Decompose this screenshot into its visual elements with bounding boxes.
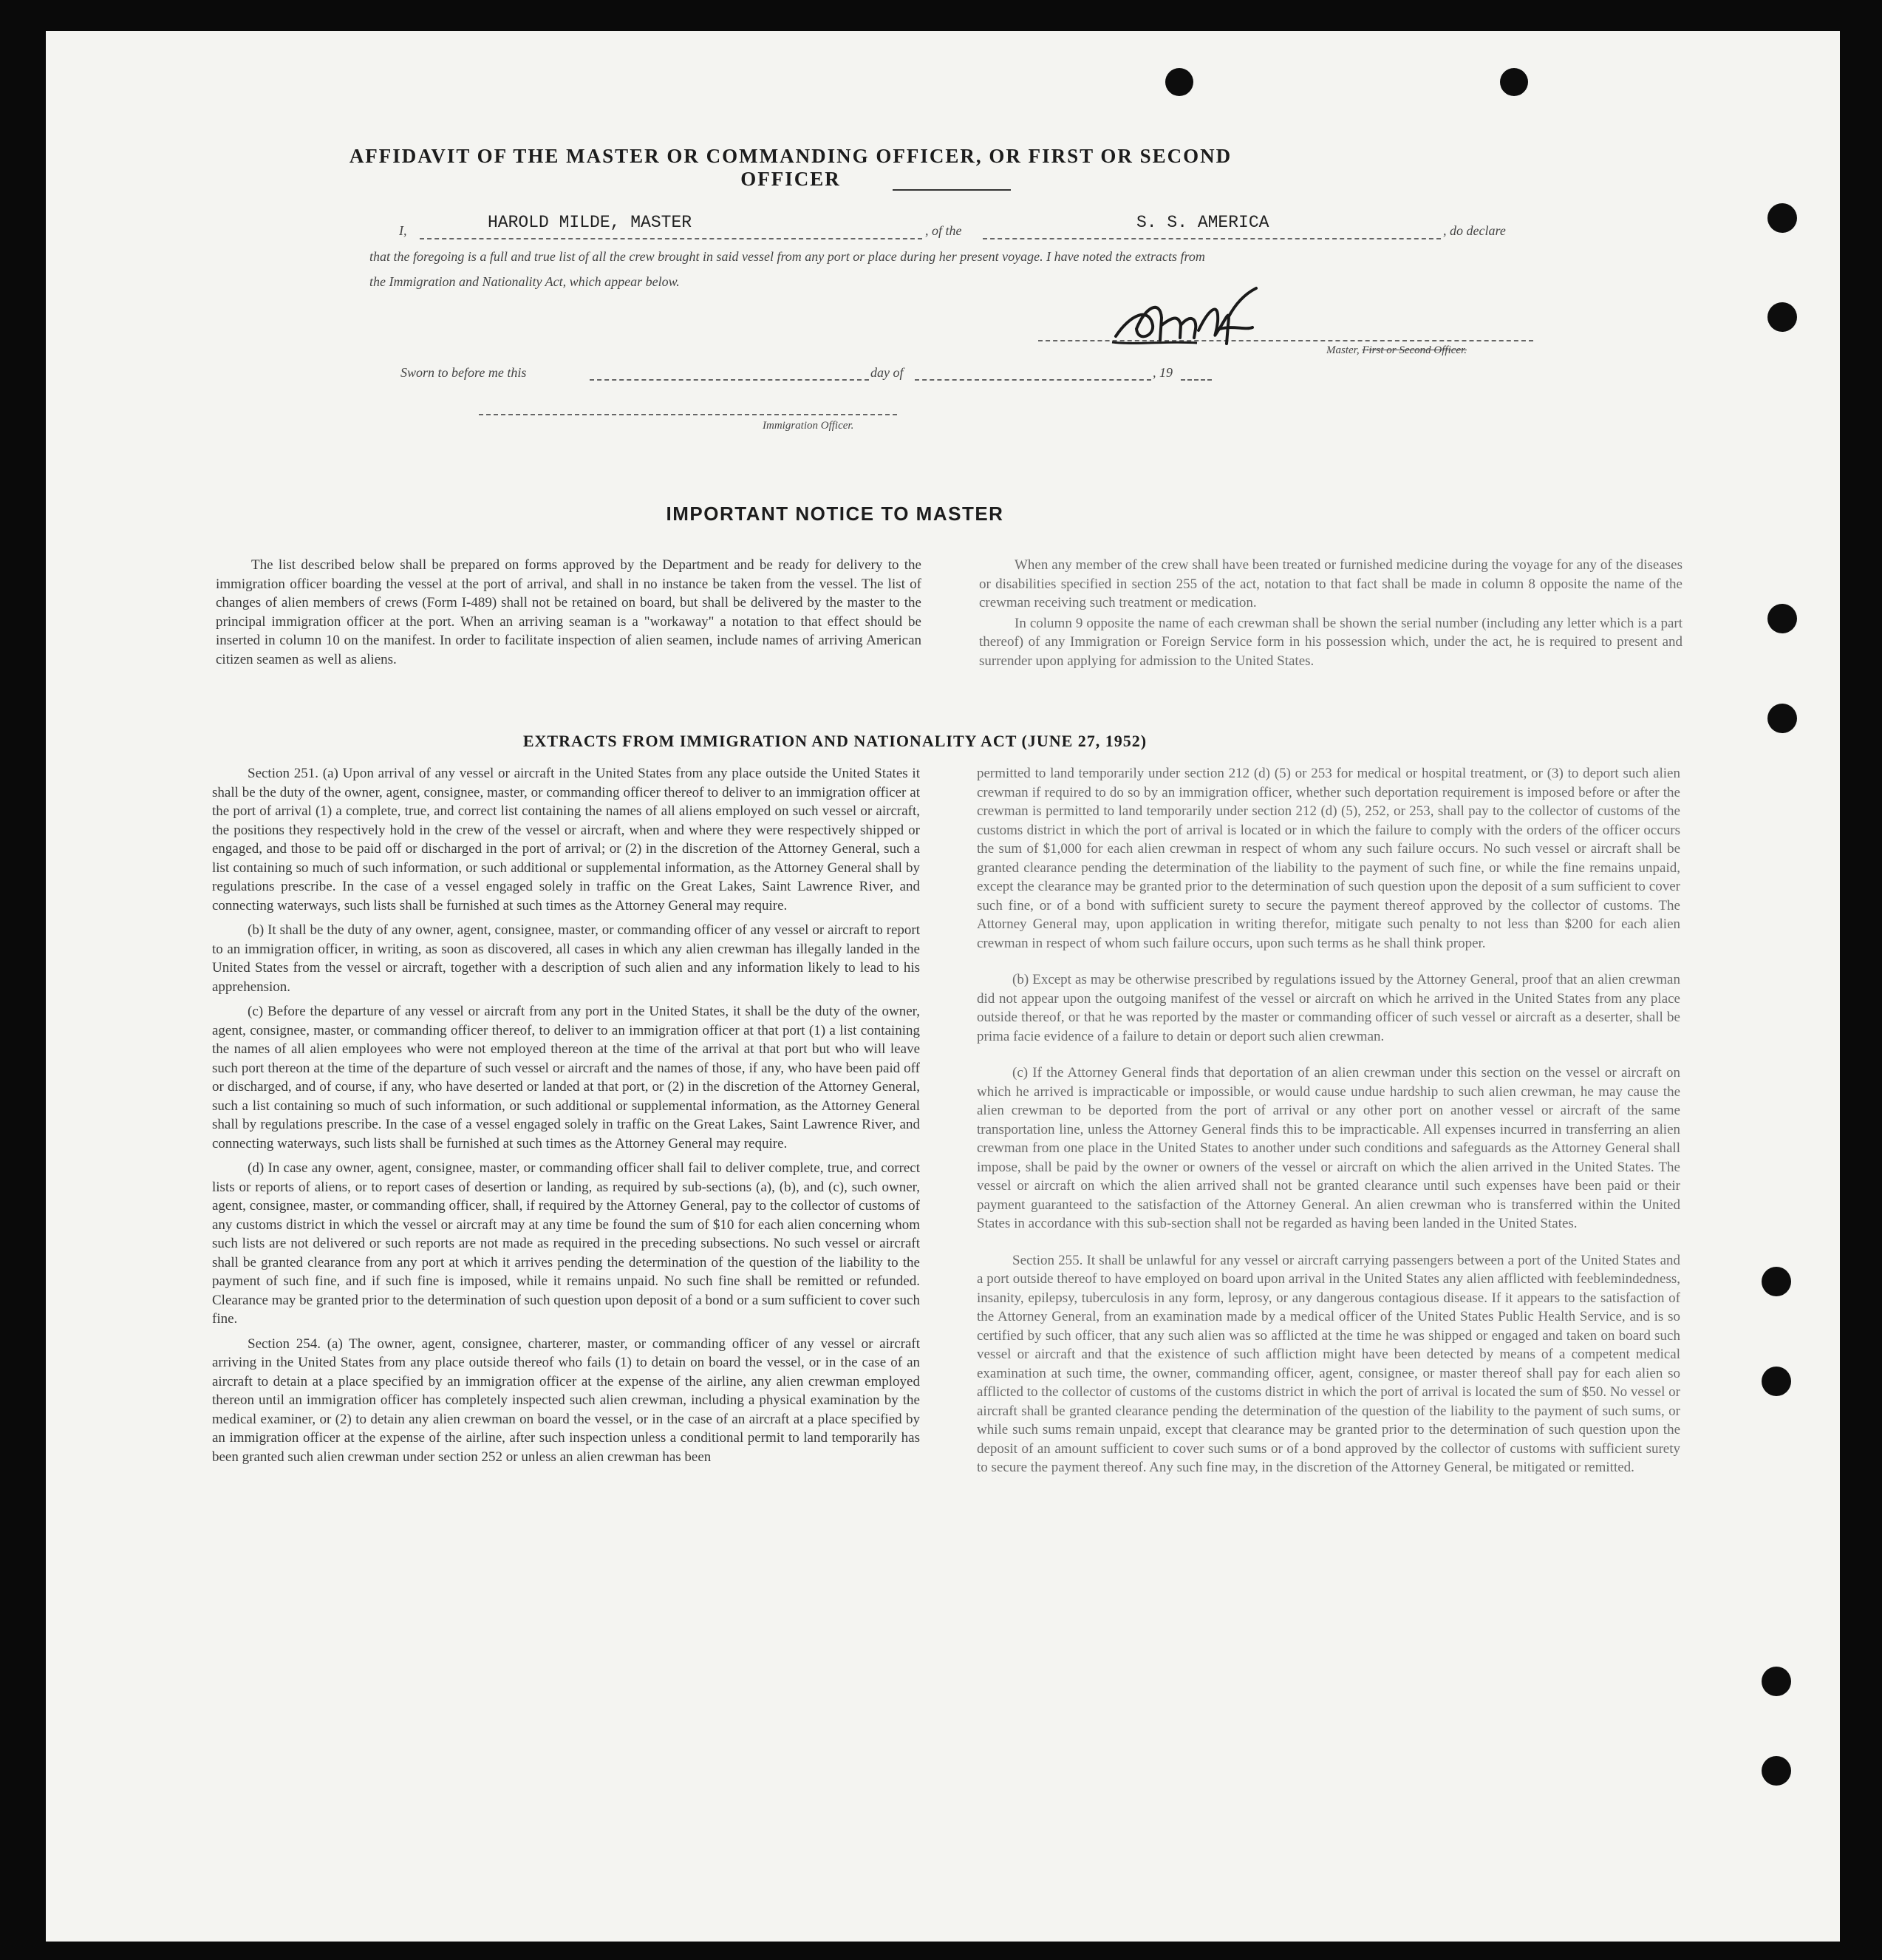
punch-hole — [1767, 302, 1797, 332]
punch-hole — [1165, 68, 1193, 96]
extract-right-paragraph: Section 255. It shall be unlawful for any vessel or aircraft carrying passengers between a port of the United States and a port outside thereof to have employed on board upon arrival in the United States any alien afflicted with feeblemindedness, insanity, epilepsy, tuberculosis in any form, leprosy, or any dangerous contagious disease. If it appears to the satisfaction of the Attorney General, from an examination made by a medical officer of the United States Public Health Service, and is so certified by such officer, that any such alien was so afflicted at the time he was shipped or engaged and taken on board such vessel or aircraft and that the existence of such affliction might have been detected by means of a competent medical examination at such time, the owner, commanding officer, agent, consignee, or master thereof shall pay for each alien so afflicted to the collector of customs of the customs district in which the port of arrival is located the sum of $50. No vessel or aircraft shall be granted clearance pending the determination of the question of the liability to the payment of such sums, or while such sums remain unpaid, except that clearance may be granted prior to the determination of such question upon the deposit of an amount sufficient to cover such sums or of a bond approved by the collector of customs with sufficient surety to secure the payment thereof. Any such fine may, in the discretion of the Attorney General, be mitigated or remitted. — [977, 1252, 1680, 1475]
day-of-label: day of — [870, 365, 904, 380]
title-rule — [893, 189, 1011, 191]
master-caption: Master, — [1326, 344, 1360, 356]
of-the-label: , of the — [925, 223, 962, 238]
punch-hole — [1500, 68, 1528, 96]
master-name-field: HAROLD MILDE, MASTER — [488, 213, 692, 232]
name-field-line — [420, 238, 922, 239]
punch-hole — [1762, 1756, 1791, 1786]
sworn-label: Sworn to before me this — [400, 365, 527, 380]
notice-right-column — [979, 556, 1682, 676]
extract-left-paragraph: Section 254. (a) The owner, agent, consignee, charterer, master, or commanding officer of any vessel or aircraft arriving in the United States from any place outside thereof who fails (1) to detain on board the vessel, or in the case of an aircraft to detain at a place specified by an immigration officer at the expense of the airline, any alien crewman employed thereon until an immigration officer has completely inspected such alien crewman, including a physical examination by the medical examiner, or (2) to detain any alien crewman on board the vessel, or in the case of an aircraft at a place specified by an immigration officer at the expense of the airline, after such inspection unless a conditional permit to land temporarily has been granted such alien crewman under section 252 or unless an alien crewman has been — [212, 1335, 920, 1465]
sworn-day-line — [590, 379, 869, 381]
immigration-officer-line — [479, 414, 897, 415]
extracts-left-column — [212, 764, 920, 1472]
year-label: , 19 — [1153, 365, 1173, 380]
extract-left-paragraph: (b) It shall be the duty of any owner, agent, consignee, master, or commanding officer of any vessel or aircraft to report to an immigration officer, in writing, as soon as discovered, all cases in which any alien crewman has illegally landed in the United States from the vessel or aircraft, together with a description of such alien and any information likely to lead to his apprehension. — [212, 922, 920, 995]
extract-right-paragraph: permitted to land temporarily under section 212 (d) (5) or 253 for medical or hospital treatment, or (3) to deport such alien crewman if required to do so by an immigration officer, whether such deportation requirement is imposed before or after the crewman is permitted to land temporarily under section 212 (d) (5), 252, or 253, shall pay to the collector of customs of the customs district in which the port of arrival is located or in which the failure to comply with the orders of the officer occurs the sum of $1,000 for each alien crewman in respect of whom any such failure occurs. No such vessel or aircraft shall be granted clearance pending the determination of the liability to the payment of such fine, or while the fine remains unpaid, except the clearance may be granted prior to the determination of such question upon the deposit of a sum sufficient to cover such fine, or of a bond with sufficient surety to secure the payment thereof approved by the collector of customs. The Attorney General may, upon application in writing therefor, mitigate such penalty to not less than $200 for each alien crewman in respect of whom such failure occurs, upon such terms as he shall think proper. — [977, 766, 1680, 951]
extracts-title: EXTRACTS FROM IMMIGRATION AND NATIONALITY ACT (JUNE 27, 1952) — [522, 732, 1148, 750]
notice-left-column — [216, 556, 921, 675]
punch-hole — [1762, 1367, 1791, 1396]
vessel-field-line — [983, 238, 1441, 239]
sworn-month-line — [915, 379, 1151, 381]
punch-hole — [1767, 704, 1797, 733]
affidavit-line-2: that the foregoing is a full and true list of all the crew brought in said vessel from any port or place during her present voyage. I have noted the extracts from — [369, 249, 1205, 264]
punch-hole — [1767, 604, 1797, 633]
officer-caption-struck: First or Second Officer. — [1362, 344, 1467, 356]
extract-left-paragraph: (c) Before the departure of any vessel or aircraft from any port in the United States, it shall be the duty of the owner, agent, consignee, master, or commanding officer thereof, to deliver to an immigration officer at that port (1) a list containing the names of all alien employees who were not employed thereon at the time of the arrival at that port but who will leave such port thereon at the time of the departure of such vessel or aircraft and the names of those, if any, who have been paid off or discharged, and of course, if any, who have deserted or landed at that port, or (2) in the discretion of the Attorney General, such a list containing so much of such information, or such additional or supplemental information, as the Attorney General shall by regulations prescribe. In the case of a vessel engaged solely in traffic on the Great Lakes, Saint Lawrence River, and connecting waterways, such lists shall be furnished at such times as the Attorney General may require. — [212, 1004, 920, 1151]
vessel-name-field: S. S. AMERICA — [1136, 213, 1269, 232]
immigration-officer-caption: Immigration Officer. — [763, 420, 854, 432]
notice-left-paragraph: The list described below shall be prepared on forms approved by the Department and be ready for delivery to the immigration officer boarding the vessel at the port of arrival, and shall in no instance be taken from the vessel. The list of changes of alien members of crews (Form I-489) shall not be retained on board, but shall be delivered by the master to the principal immigration officer at the port. When an arriving seaman is a "workaway" a notation to that effect should be inserted in column 10 on the manifest. In order to facilitate inspection of alien seamen, include names of arriving American citizen seamen as well as aliens. — [216, 557, 921, 667]
punch-hole — [1762, 1267, 1791, 1296]
extracts-right-column — [977, 764, 1680, 1483]
extract-left-paragraph: Section 251. (a) Upon arrival of any vessel or aircraft in the United States from any place outside the United States it shall be the duty of the owner, agent, consignee, master, or commanding officer thereof to deliver to an immigration officer at the port of arrival (1) a complete, true, and correct list containing the names of all aliens employed on such vessel or aircraft, the positions they respectively hold in the crew of the vessel or aircraft, when and where they were respectively shipped or engaged, and those to be paid off or discharged in the port of arrival; or (2) in the discretion of the Attorney General, such a list containing so much of such information, or such additional or supplemental information, as the Attorney General shall by regulations prescribe. In the case of a vessel engaged solely in traffic on the Great Lakes, Saint Lawrence River, and connecting waterways, such lists shall be furnished at such times as the Attorney General may require. — [212, 766, 920, 913]
sworn-year-line — [1181, 379, 1212, 381]
notice-right-paragraph-2: In column 9 opposite the name of each crewman shall be shown the serial number (including any letter which is a part thereof) of any Immigration or Foreign Service form in his possession which, under the act, he is required to present and surrender upon applying for admission to the United States. — [979, 615, 1682, 669]
notice-title: IMPORTANT NOTICE TO MASTER — [666, 503, 1004, 525]
affidavit-line-3: the Immigration and Nationality Act, which appear below. — [369, 274, 680, 289]
extract-right-paragraph: (c) If the Attorney General finds that deportation of an alien crewman under this section on the vessel or aircraft on which he arrived is impracticable or impossible, or would cause undue hardship to such alien crewman, he may cause the alien crewman to be deported from the port of arrival or any other port on another vessel or aircraft of the same transportation line, unless the Attorney General finds this to be impracticable. All expenses incurred in transferring an alien crewman from one place in the United States to another under such conditions and safeguards as the Attorney General shall impose, shall be paid by the owner or owners of the vessel or aircraft on which the alien arrived in the United States. The vessel or aircraft on which the alien arrived shall not be granted clearance until such expenses have been paid or their payment guaranteed to the satisfaction of the Attorney General. An alien crewman who is transferred within the United States in accordance with this sub-section shall not be regarded as having been landed in the United States. — [977, 1065, 1680, 1231]
punch-hole — [1767, 203, 1797, 233]
extract-left-paragraph: (d) In case any owner, agent, consignee, master, or commanding officer shall fail to deliver complete, true, and correct lists or reports of aliens, or to report cases of desertion or landing, as required by sub-sections (a), (b), and (c), such owner, agent, consignee, master, or commanding officer, shall, if required by the Attorney General, pay to the collector of customs of any customs district in which the vessel or aircraft may at any time be found the sum of $10 for each alien concerning whom such lists are not delivered or such reports are not made as required in the preceding subsections. No such vessel or aircraft shall be granted clearance from any port at which it arrives pending the determination of the question of the liability to the payment of such fine, and if such fine is imposed, while it remains unpaid. No such fine shall be remitted or refunded. Clearance may be granted prior to the determination of such question upon deposit of a bond or a sum sufficient to cover such fine. — [212, 1160, 920, 1327]
extract-right-paragraph: (b) Except as may be otherwise prescribed by regulations issued by the Attorney General, proof that an alien crewman did not appear upon the outgoing manifest of the vessel or aircraft on which he arrived in the United States from any place outside thereof, or that he was reported by the master or commanding officer of such vessel or aircraft as a deserter, shall be prima facie evidence of a failure to detain or deport such alien crewman. — [977, 972, 1680, 1044]
signature-caption — [1326, 344, 1467, 357]
affidavit-title: AFFIDAVIT OF THE MASTER OR COMMANDING OFFICER, OR FIRST OR SECOND OFFICER — [349, 145, 1232, 190]
handwritten-signature — [1108, 285, 1278, 351]
punch-hole — [1762, 1667, 1791, 1696]
pre-name-label: I, — [399, 223, 407, 238]
do-declare-label: , do declare — [1443, 223, 1506, 238]
notice-right-paragraph-1: When any member of the crew shall have been treated or furnished medicine during the voyage for any of the diseases or disabilities specified in section 255 of the act, notation to that fact shall be made in column 8 opposite the name of the crewman receiving such treatment or medication. — [979, 557, 1682, 610]
